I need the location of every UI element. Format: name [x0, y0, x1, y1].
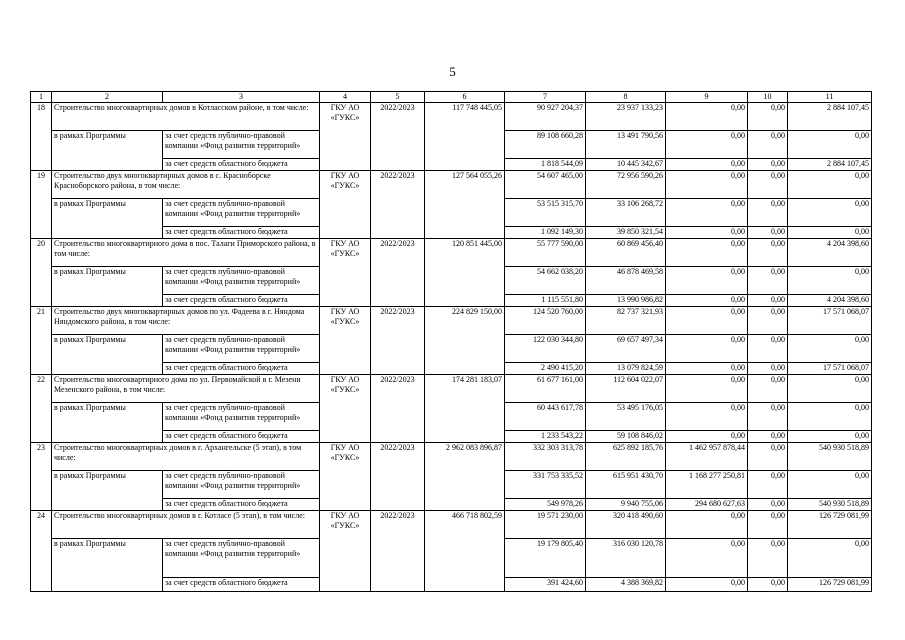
amount-cell: 1 092 149,30 — [505, 227, 586, 239]
amount-cell: 53 515 315,70 — [505, 199, 586, 227]
amount-cell: 13 079 824,59 — [586, 363, 666, 375]
amount-cell: 59 108 846,02 — [586, 431, 666, 443]
amount-cell: 19 179 805,40 — [505, 539, 586, 578]
amount-cell: 17 571 068,07 — [788, 307, 872, 335]
total-amount: 117 748 445,05 — [425, 103, 505, 171]
amount-cell: 294 680 627,63 — [666, 499, 748, 511]
funding-source: за счет средств публично-правовой компании «Фонд развития территорий» — [163, 539, 320, 578]
program-label: в рамках Программы — [52, 267, 163, 307]
amount-cell: 0,00 — [748, 239, 788, 267]
amount-cell: 332 303 313,78 — [505, 443, 586, 471]
amount-cell: 4 204 398,60 — [788, 295, 872, 307]
customer: ГКУ АО «ГУКС» — [320, 511, 371, 592]
amount-cell: 0,00 — [666, 103, 748, 131]
table-row — [31, 375, 872, 403]
amount-cell: 9 940 755,06 — [586, 499, 666, 511]
amount-cell: 39 850 321,54 — [586, 227, 666, 239]
period: 2022/2023 — [371, 443, 425, 511]
amount-cell: 0,00 — [788, 335, 872, 363]
header-cell: 1 — [31, 92, 52, 103]
amount-cell: 0,00 — [748, 199, 788, 227]
amount-cell: 0,00 — [666, 159, 748, 171]
amount-cell: 0,00 — [788, 267, 872, 295]
amount-cell: 2 490 415,20 — [505, 363, 586, 375]
header-cell: 8 — [586, 92, 666, 103]
customer: ГКУ АО «ГУКС» — [320, 375, 371, 443]
amount-cell: 391 424,60 — [505, 578, 586, 592]
program-label: в рамках Программы — [52, 131, 163, 171]
amount-cell: 320 418 490,60 — [586, 511, 666, 539]
amount-cell: 0,00 — [666, 131, 748, 159]
total-amount: 224 829 150,00 — [425, 307, 505, 375]
period: 2022/2023 — [371, 307, 425, 375]
funding-source: за счет средств публично-правовой компании «Фонд развития территорий» — [163, 199, 320, 227]
funding-source: за счет средств областного бюджета — [163, 499, 320, 511]
amount-cell: 0,00 — [666, 267, 748, 295]
amount-cell: 72 956 590,26 — [586, 171, 666, 199]
total-amount: 2 962 083 896,87 — [425, 443, 505, 511]
table-row — [31, 103, 872, 131]
amount-cell: 0,00 — [748, 307, 788, 335]
amount-cell: 0,00 — [788, 539, 872, 578]
funding-source: за счет средств областного бюджета — [163, 363, 320, 375]
amount-cell: 0,00 — [748, 103, 788, 131]
amount-cell: 0,00 — [788, 199, 872, 227]
period: 2022/2023 — [371, 375, 425, 443]
amount-cell: 0,00 — [748, 171, 788, 199]
amount-cell: 0,00 — [666, 403, 748, 431]
row-number: 20 — [31, 239, 52, 307]
amount-cell: 60 443 617,78 — [505, 403, 586, 431]
amount-cell: 0,00 — [666, 375, 748, 403]
amount-cell: 0,00 — [666, 511, 748, 539]
amount-cell: 0,00 — [748, 499, 788, 511]
customer: ГКУ АО «ГУКС» — [320, 443, 371, 511]
amount-cell: 124 520 760,00 — [505, 307, 586, 335]
amount-cell: 126 729 081,99 — [788, 511, 872, 539]
header-cell: 9 — [666, 92, 748, 103]
amount-cell: 1 462 957 878,44 — [666, 443, 748, 471]
funding-source: за счет средств областного бюджета — [163, 578, 320, 592]
row-number: 22 — [31, 375, 52, 443]
header-cell: 10 — [748, 92, 788, 103]
amount-cell: 61 677 161,00 — [505, 375, 586, 403]
table-row — [31, 511, 872, 539]
amount-cell: 0,00 — [788, 375, 872, 403]
amount-cell: 2 884 107,45 — [788, 159, 872, 171]
total-amount: 120 851 445,00 — [425, 239, 505, 307]
amount-cell: 331 753 335,52 — [505, 471, 586, 499]
amount-cell: 549 978,26 — [505, 499, 586, 511]
customer: ГКУ АО «ГУКС» — [320, 239, 371, 307]
amount-cell: 69 657 497,34 — [586, 335, 666, 363]
object-title: Строительство многоквартирных домов в Котласском районе, в том числе: — [52, 103, 320, 131]
amount-cell: 0,00 — [666, 335, 748, 363]
amount-cell: 0,00 — [788, 403, 872, 431]
header-cell: 11 — [788, 92, 872, 103]
amount-cell: 1 115 551,80 — [505, 295, 586, 307]
page-number: 5 — [449, 64, 456, 79]
amount-cell: 0,00 — [666, 363, 748, 375]
amount-cell: 0,00 — [748, 431, 788, 443]
amount-cell: 0,00 — [666, 539, 748, 578]
amount-cell: 4 204 398,60 — [788, 239, 872, 267]
object-title: Строительство двух многоквартирных домов в с. Красноборске Красноборского района, в том числе: — [52, 171, 320, 199]
amount-cell: 540 930 518,89 — [788, 499, 872, 511]
period: 2022/2023 — [371, 171, 425, 239]
amount-cell: 625 892 185,76 — [586, 443, 666, 471]
program-label: в рамках Программы — [52, 471, 163, 511]
program-label: в рамках Программы — [52, 199, 163, 239]
amount-cell: 0,00 — [748, 267, 788, 295]
period: 2022/2023 — [371, 103, 425, 171]
table-header-row — [31, 92, 872, 103]
customer: ГКУ АО «ГУКС» — [320, 307, 371, 375]
amount-cell: 126 729 081,99 — [788, 578, 872, 592]
amount-cell: 2 884 107,45 — [788, 103, 872, 131]
amount-cell: 0,00 — [748, 375, 788, 403]
header-cell: 4 — [320, 92, 371, 103]
row-number: 24 — [31, 511, 52, 592]
amount-cell: 0,00 — [748, 471, 788, 499]
total-amount: 127 564 055,26 — [425, 171, 505, 239]
amount-cell: 112 604 022,07 — [586, 375, 666, 403]
object-title: Строительство многоквартирного дома в пос. Талаги Приморского района, в том числе: — [52, 239, 320, 267]
header-cell: 7 — [505, 92, 586, 103]
object-title: Строительство многоквартирных домов в г. Архангельске (5 этап), в том числе: — [52, 443, 320, 471]
amount-cell: 0,00 — [748, 159, 788, 171]
amount-cell: 1 168 277 250,81 — [666, 471, 748, 499]
amount-cell: 90 927 204,37 — [505, 103, 586, 131]
amount-cell: 4 388 369,82 — [586, 578, 666, 592]
period: 2022/2023 — [371, 511, 425, 592]
total-amount: 466 718 802,59 — [425, 511, 505, 592]
amount-cell: 122 030 344,80 — [505, 335, 586, 363]
amount-cell: 23 937 133,23 — [586, 103, 666, 131]
amount-cell: 55 777 590,00 — [505, 239, 586, 267]
amount-cell: 0,00 — [748, 227, 788, 239]
object-title: Строительство многоквартирного дома по ул. Первомайской в г. Мезени Мезенского района, в том числе: — [52, 375, 320, 403]
amount-cell: 0,00 — [748, 578, 788, 592]
amount-cell: 46 878 469,58 — [586, 267, 666, 295]
amount-cell: 0,00 — [788, 431, 872, 443]
row-number: 18 — [31, 103, 52, 171]
table-row — [31, 307, 872, 335]
amount-cell: 0,00 — [748, 539, 788, 578]
funding-source: за счет средств областного бюджета — [163, 295, 320, 307]
funding-source: за счет средств публично-правовой компании «Фонд развития территорий» — [163, 267, 320, 295]
amount-cell: 0,00 — [748, 363, 788, 375]
amount-cell: 0,00 — [748, 131, 788, 159]
row-number: 23 — [31, 443, 52, 511]
amount-cell: 0,00 — [666, 295, 748, 307]
funding-source: за счет средств публично-правовой компании «Фонд развития территорий» — [163, 471, 320, 499]
amount-cell: 0,00 — [666, 307, 748, 335]
header-cell: 2 — [52, 92, 163, 103]
amount-cell: 33 106 268,72 — [586, 199, 666, 227]
amount-cell: 615 951 430,70 — [586, 471, 666, 499]
amount-cell: 0,00 — [748, 295, 788, 307]
amount-cell: 19 571 230,00 — [505, 511, 586, 539]
program-label: в рамках Программы — [52, 403, 163, 443]
table-row — [31, 239, 872, 267]
amount-cell: 13 990 986,82 — [586, 295, 666, 307]
row-number: 21 — [31, 307, 52, 375]
amount-cell: 54 607 465,00 — [505, 171, 586, 199]
amount-cell: 1 233 543,22 — [505, 431, 586, 443]
amount-cell: 0,00 — [748, 443, 788, 471]
header-cell: 6 — [425, 92, 505, 103]
amount-cell: 0,00 — [788, 131, 872, 159]
amount-cell: 0,00 — [666, 171, 748, 199]
header-cell: 3 — [163, 92, 320, 103]
amount-cell: 0,00 — [666, 227, 748, 239]
amount-cell: 0,00 — [748, 403, 788, 431]
funding-source: за счет средств областного бюджета — [163, 227, 320, 239]
amount-cell: 89 108 660,28 — [505, 131, 586, 159]
period: 2022/2023 — [371, 239, 425, 307]
amount-cell: 0,00 — [788, 227, 872, 239]
funding-source: за счет средств публично-правовой компании «Фонд развития территорий» — [163, 131, 320, 159]
total-amount: 174 281 183,07 — [425, 375, 505, 443]
amount-cell: 53 495 176,05 — [586, 403, 666, 431]
amount-cell: 0,00 — [788, 171, 872, 199]
amount-cell: 13 491 790,56 — [586, 131, 666, 159]
customer: ГКУ АО «ГУКС» — [320, 171, 371, 239]
table-row — [31, 443, 872, 471]
row-number: 19 — [31, 171, 52, 239]
amount-cell: 82 737 321,93 — [586, 307, 666, 335]
funding-source: за счет средств областного бюджета — [163, 159, 320, 171]
object-title: Строительство многоквартирных домов в г. Котласе (5 этап), в том числе: — [52, 511, 320, 539]
amount-cell: 316 030 120,78 — [586, 539, 666, 578]
amount-cell: 17 571 068,07 — [788, 363, 872, 375]
budget-table — [30, 91, 872, 592]
object-title: Строительство двух многоквартирных домов по ул. Фадеева в г. Няндома Няндомского района, в том числе: — [52, 307, 320, 335]
amount-cell: 0,00 — [666, 578, 748, 592]
program-label: в рамках Программы — [52, 539, 163, 592]
amount-cell: 54 662 038,20 — [505, 267, 586, 295]
amount-cell: 540 930 518,89 — [788, 443, 872, 471]
amount-cell: 0,00 — [748, 511, 788, 539]
amount-cell: 0,00 — [748, 335, 788, 363]
amount-cell: 60 869 456,40 — [586, 239, 666, 267]
amount-cell: 0,00 — [666, 431, 748, 443]
funding-source: за счет средств публично-правовой компании «Фонд развития территорий» — [163, 403, 320, 431]
amount-cell: 10 445 342,67 — [586, 159, 666, 171]
funding-source: за счет средств областного бюджета — [163, 431, 320, 443]
customer: ГКУ АО «ГУКС» — [320, 103, 371, 171]
table-row — [31, 171, 872, 199]
program-label: в рамках Программы — [52, 335, 163, 375]
funding-source: за счет средств публично-правовой компании «Фонд развития территорий» — [163, 335, 320, 363]
amount-cell: 1 818 544,09 — [505, 159, 586, 171]
amount-cell: 0,00 — [666, 239, 748, 267]
amount-cell: 0,00 — [666, 199, 748, 227]
header-cell: 5 — [371, 92, 425, 103]
amount-cell: 0,00 — [788, 471, 872, 499]
